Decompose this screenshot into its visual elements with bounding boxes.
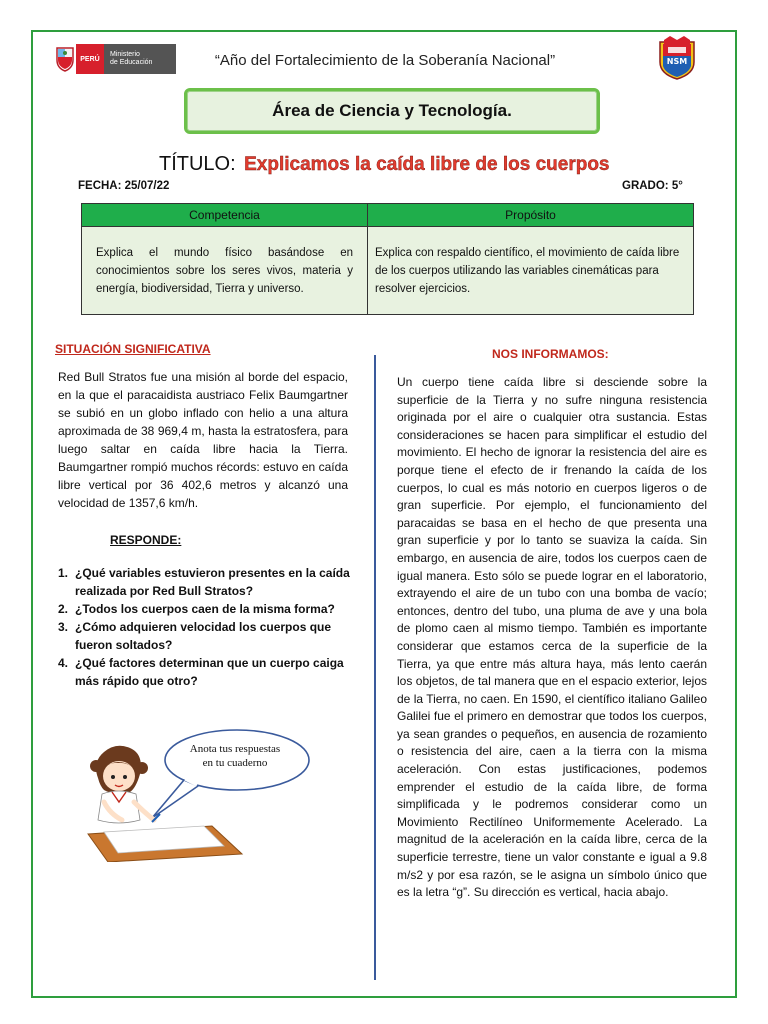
list-item xyxy=(58,618,358,654)
question-number: 4. xyxy=(58,656,69,670)
table-row xyxy=(82,227,694,315)
responde-title: RESPONDE: xyxy=(110,533,182,547)
minedu-name xyxy=(104,44,176,74)
area-banner xyxy=(184,88,600,134)
question-text: ¿Todos los cuerpos caen de la misma forma? xyxy=(75,602,335,616)
table-header-competencia: Competencia xyxy=(82,204,368,227)
school-logo-text: NSM xyxy=(666,57,688,66)
date-label: FECHA: 25/07/22 xyxy=(78,180,170,192)
bubble-line1: Anota tus respuestas xyxy=(189,743,281,755)
questions-list xyxy=(58,564,358,690)
peru-shield-icon xyxy=(54,44,76,74)
question-number: 2. xyxy=(58,602,69,616)
minedu-line2: de Educación xyxy=(110,59,153,66)
bubble-line2: en tu cuaderno xyxy=(202,757,268,769)
column-divider xyxy=(374,355,376,980)
question-text: ¿Qué factores determinan que un cuerpo caiga más rápido que otro? xyxy=(75,656,344,688)
competencia-cell: Explica el mundo físico basándose en conocimientos sobre los seres vivos, materia y energía, biodiversidad, Tierra y universo. xyxy=(82,227,368,315)
minedu-peru-label: PERÚ xyxy=(76,44,104,74)
session-title xyxy=(159,153,629,176)
minedu-logo xyxy=(54,44,176,74)
list-item xyxy=(58,654,358,690)
title-text: Explicamos la caída libre de los cuerpos xyxy=(244,154,610,175)
informamos-text: Un cuerpo tiene caída libre si desciende sobre la superficie de la Tierra y no sufre ninguna resistencia originada por el aire o cualquier otra sustancia. Estas consideraciones se hacen para simplificar el estudio del movimiento. El hecho de ignorar la resistencia del aire es porque tiene el efecto de ir frenando la caída de los cuerpos, lo cual es más notorio en cuerpos ligeros o de gran superficie. Por ejemplo, el funcionamiento del paracaidas se basa en el hecho de que presenta una gran superficie y por lo tanto se suaviza la caída. Sin embargo, en ausencia de aire, todos los cuerpos caen de igual manera. Esto sólo se puede lograr en el laboratorio, extrayendo el aire de un tubo con una bomba de vacío; entonces, dentro del tubo, una pluma de ave y una bola de plomo caen al mismo tiempo. También es importante considerar que estamos cerca de la superficie de la Tierra, ya que entre más altura haya, más lento caerán los objetos, de tal manera que en el espacio exterior, lejos de la Tierra, no caen. En 1590, el científico italiano Galileo Galilei fue el primero en demostrar que todos los cuerpos, ya sean grandes o pequeños, en ausencia de rozamiento o resistencia del aire, caen a la tierra con la misma aceleración. Con estas justificaciones, podemos emprender el estudio de la caída libre, de forma simplificada y le podremos considerar como un Movimiento Rectilíneo Uniformemente Acelerado. La magnitud de la aceleración en la caída libre, cerca de la superficie terrestre, tiene un valor constante e igual a 9.8 m/s2 y por esa razón, se le asigna un símbolo único que es la letra “g”. Su dirección es vertical, hacia abajo. xyxy=(397,375,707,900)
student-icon xyxy=(90,746,160,823)
national-motto: “Año del Fortalecimiento de la Soberanía Nacional” xyxy=(214,52,556,69)
competency-table xyxy=(81,203,694,315)
bubble-text xyxy=(180,742,290,770)
list-item xyxy=(58,564,358,600)
situacion-text: Red Bull Stratos fue una misión al borde del espacio, en la que el paracaidista austriaco Felix Baumgartner se subió en un globo inflado con helio a una altura aproximada de 38 969,4 m, hasta la estratosfera, para luego saltar en caída libre hacia la Tierra. Baumgartner rompió muchos récords: estuvo en caída libre vertical por 36 402,6 metros y alcanzó una velocidad de 1357,6 km/h. xyxy=(58,370,348,510)
minedu-line1: Ministerio xyxy=(110,51,140,58)
list-item xyxy=(58,600,358,618)
question-number: 3. xyxy=(58,620,69,634)
question-text: ¿Cómo adquieren velocidad los cuerpos que fueron soltados? xyxy=(75,620,332,652)
area-title: Área de Ciencia y Tecnología. xyxy=(272,101,512,120)
table-header-row xyxy=(82,204,694,227)
informamos-title: NOS INFORMAMOS: xyxy=(492,347,609,361)
situacion-title: SITUACIÓN SIGNIFICATIVA xyxy=(55,342,211,356)
proposito-cell: Explica con respaldo científico, el movimiento de caída libre de los cuerpos utilizando las variables cinemáticas para resolver ejercicios. xyxy=(368,227,694,315)
school-logo xyxy=(656,36,698,80)
question-text: ¿Qué variables estuvieron presentes en la caída realizada por Red Bull Stratos? xyxy=(75,566,350,598)
title-label: TÍTULO: xyxy=(159,153,236,175)
question-number: 1. xyxy=(58,566,69,580)
grade-label: GRADO: 5° xyxy=(622,180,683,192)
table-header-proposito: Propósito xyxy=(368,204,694,227)
